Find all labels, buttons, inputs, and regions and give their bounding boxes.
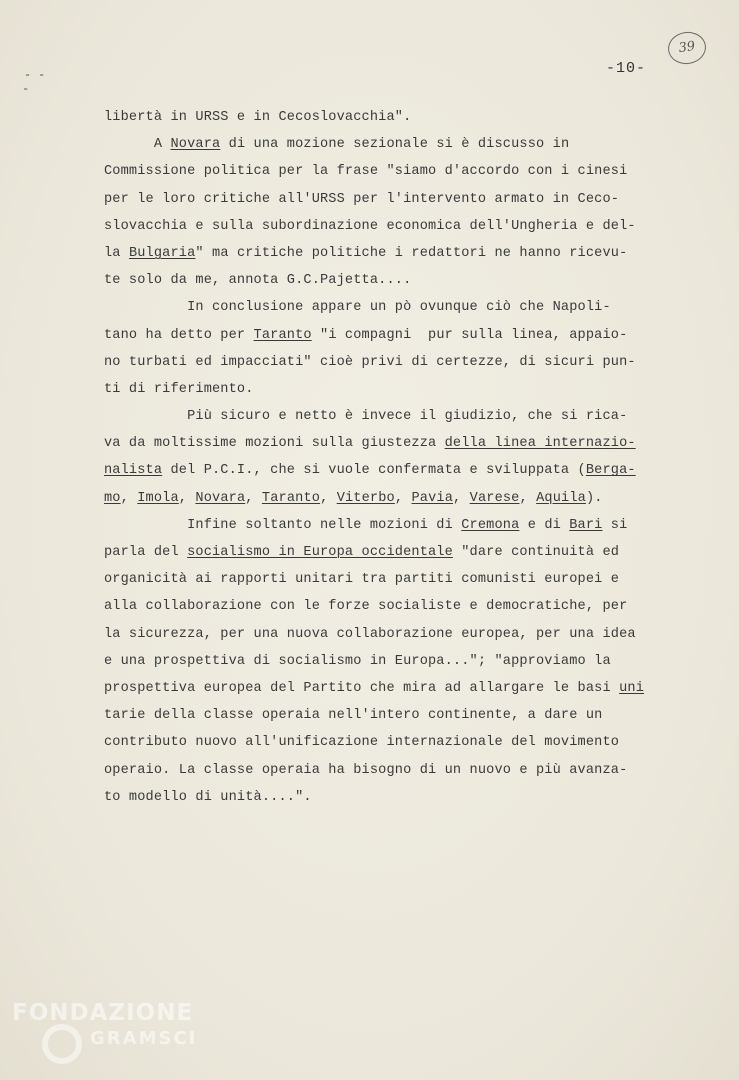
text-line: [104, 648, 684, 675]
underlined-text: Bulgaria: [128, 245, 196, 261]
text-line: [104, 485, 684, 512]
margin-mark: -: [22, 82, 30, 96]
text-segment: si: [602, 517, 628, 533]
text-line: [104, 322, 684, 349]
text-line: [104, 240, 684, 267]
text-line: [104, 376, 684, 403]
text-line: [104, 131, 684, 158]
text-segment: contributo nuovo all'unificazione internazionale del movimento: [104, 735, 620, 751]
text-segment: ,: [245, 490, 262, 506]
watermark: [12, 1000, 202, 1070]
watermark-line-1: FONDAZIONE: [12, 1000, 194, 1026]
text-segment: tano ha detto per: [104, 327, 254, 343]
text-segment: te solo da me, annota G.C.Pajetta....: [104, 273, 412, 289]
page-number: -10-: [606, 60, 647, 77]
text-segment: ,: [453, 490, 470, 506]
text-segment: ,: [394, 490, 412, 506]
margin-mark: -: [24, 68, 32, 82]
text-segment: prospettiva europea del Partito che mira ad allargare le basi: [104, 680, 620, 696]
text-segment: ,: [120, 490, 138, 506]
text-line: [104, 702, 684, 729]
typed-letter-body: [104, 104, 684, 811]
margin-mark: -: [38, 68, 46, 82]
underlined-text: Cremona: [461, 517, 520, 533]
text-segment: Commissione politica per la frase "siamo d'accordo con i cinesi: [104, 164, 628, 180]
text-line: [104, 539, 684, 566]
text-segment: Più sicuro e netto è invece il giudizio, che si rica-: [104, 409, 628, 425]
text-segment: slovacchia e sulla subordinazione economica dell'Ungheria e del-: [104, 218, 636, 234]
text-segment: ,: [320, 490, 337, 506]
underlined-text: socialismo in Europa occidentale: [187, 545, 453, 560]
text-segment: e di: [519, 517, 570, 533]
underlined-text: della linea internazio-: [444, 436, 636, 452]
text-segment: parla del: [104, 545, 188, 560]
archive-page-stamp: 39: [666, 30, 708, 67]
text-segment: In conclusione appare un pò ovunque ciò che Napoli-: [104, 300, 611, 316]
text-segment: va da moltissime mozioni sulla giustezza: [104, 436, 445, 452]
underlined-text: Bari: [569, 517, 603, 533]
text-line: [104, 430, 684, 457]
underlined-text: nalista: [104, 463, 163, 479]
text-line: [104, 349, 684, 376]
text-line: [104, 104, 684, 131]
text-line: [104, 294, 684, 321]
foundation-logo-icon: [40, 1022, 84, 1066]
text-line: [104, 621, 684, 648]
text-line: [104, 675, 684, 702]
underlined-text: Berga-: [585, 463, 636, 479]
text-line: [104, 403, 684, 430]
underlined-text: Pavia: [411, 490, 454, 506]
text-segment: del P.C.I., che si vuole confermata e sviluppata (: [162, 463, 586, 479]
text-segment: A: [104, 137, 171, 153]
text-segment: per le loro critiche all'URSS per l'intervento armato in Ceco-: [104, 191, 620, 207]
text-segment: la sicurezza, per una nuova collaborazione europea, per una idea: [104, 626, 636, 642]
text-segment: operaio. La classe operaia ha bisogno di un nuovo e più avanza-: [104, 762, 628, 778]
text-line: [104, 213, 684, 240]
text-segment: ti di riferimento.: [104, 381, 254, 397]
text-segment: libertà in URSS e in Cecoslovacchia".: [104, 110, 412, 125]
text-line: [104, 757, 684, 784]
text-segment: di una mozione sezionale si è discusso in: [220, 137, 570, 153]
underlined-text: Aquila: [536, 490, 586, 506]
text-line: [104, 784, 684, 811]
underlined-text: Taranto: [261, 490, 321, 506]
text-segment: to modello di unità....".: [104, 789, 312, 805]
underlined-text: Viterbo: [336, 490, 395, 506]
text-segment: "i compagni pur sulla linea, appaio-: [311, 327, 628, 343]
text-line: [104, 267, 684, 294]
text-line: [104, 729, 684, 756]
text-segment: ).: [585, 490, 603, 506]
watermark-line-2: GRAMSCI: [90, 1028, 198, 1049]
text-line: [104, 186, 684, 213]
underlined-text: Varese: [469, 490, 520, 506]
text-line: [104, 158, 684, 185]
text-line: [104, 593, 684, 620]
text-segment: no turbati ed impacciati" cioè privi di certezze, di sicuri pun-: [104, 354, 636, 370]
underlined-text: Novara: [170, 137, 221, 153]
underlined-text: uni: [619, 680, 645, 696]
text-line: [104, 457, 684, 484]
underlined-text: mo: [104, 490, 121, 506]
text-segment: ,: [519, 490, 537, 506]
text-segment: la: [104, 245, 129, 261]
text-segment: "dare continuità ed: [452, 545, 620, 560]
text-segment: e una prospettiva di socialismo in Europa..."; "approviamo la: [104, 653, 611, 669]
text-segment: alla collaborazione con le forze socialiste e democratiche, per: [104, 599, 628, 615]
text-line: [104, 512, 684, 539]
text-line: [104, 566, 684, 593]
text-segment: Infine soltanto nelle mozioni di: [104, 517, 462, 533]
text-segment: tarie della classe operaia nell'intero continente, a dare un: [104, 708, 603, 724]
text-segment: ,: [178, 490, 196, 506]
underlined-text: Novara: [195, 490, 246, 506]
underlined-text: Imola: [137, 490, 179, 506]
text-segment: " ma critiche politiche i redattori ne hanno ricevu-: [195, 245, 628, 261]
underlined-text: Taranto: [253, 327, 312, 343]
text-segment: organicità ai rapporti unitari tra partiti comunisti europei e: [104, 572, 620, 588]
